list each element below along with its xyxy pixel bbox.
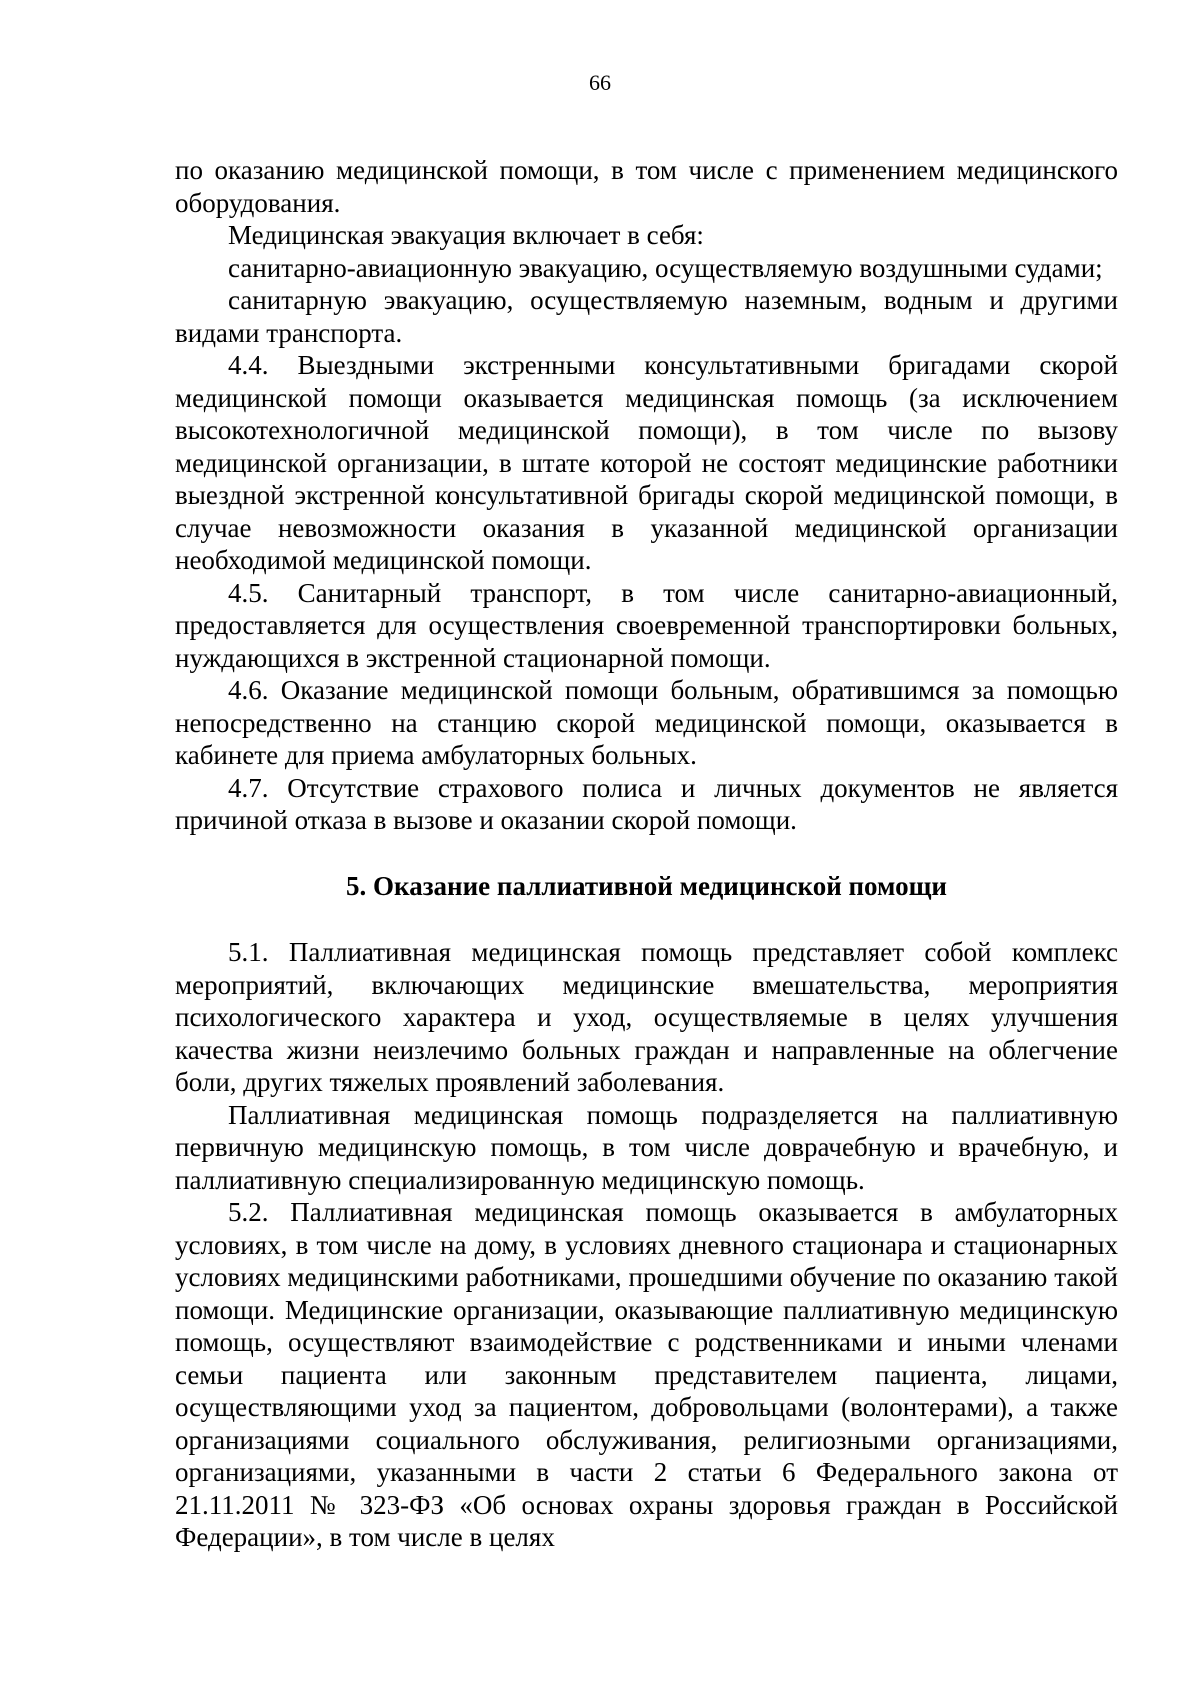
paragraph-5-2: 5.2. Паллиативная медицинская помощь оказывается в амбулаторных условиях, в том числе на дому, в условиях дневного стационара и стационарных условиях медицинскими работниками, прошедшими обучение по оказанию такой помощи. Медицинские организации, оказывающие паллиативную медицинскую помощь, осуществляют взаимодействие с родственниками и иными членами семьи пациента или законным представителем пациента, лицами, осуществляющими уход за пациентом, добровольцами (волонтерами), а также организациями социального обслуживания, религиозными организациями, организациями, указанными в части 2 статьи 6 Федерального закона от 21.11.2011 № 323-ФЗ «Об основах охраны здоровья граждан в Российской Федерации», в том числе в целях [175, 1197, 1118, 1552]
paragraph-5-1: 5.1. Паллиативная медицинская помощь представляет собой комплекс мероприятий, включающих медицинские вмешательства, мероприятия психологического характера и уход, осуществляемые в целях улучшения качества жизни неизлечимо больных граждан и направленные на облегчение боли, других тяжелых проявлений заболевания. [175, 937, 1118, 1097]
paragraph-5-1-continued: Паллиативная медицинская помощь подразделяется на паллиативную первичную медицинскую помощь, в том числе доврачебную и врачебную, и паллиативную специализированную медицинскую помощь. [175, 1099, 1118, 1195]
document-body [175, 154, 1118, 1554]
paragraph-4-5: 4.5. Санитарный транспорт, в том числе санитарно-авиационный, предоставляется для осуществления своевременной транспортировки больных, нуждающихся в экстренной стационарной помощи. [175, 577, 1118, 673]
paragraph-4-6: 4.6. Оказание медицинской помощи больным, обратившимся за помощью непосредственно на станцию скорой медицинской помощи, оказывается в кабинете для приема амбулаторных больных. [175, 675, 1118, 770]
paragraph-4-7: 4.7. Отсутствие страхового полиса и личных документов не является причиной отказа в вызове и оказании скорой помощи. [175, 772, 1118, 835]
paragraph-evacuation-intro: Медицинская эвакуация включает в себя: [228, 220, 704, 250]
paragraph-air-evacuation: санитарно-авиационную эвакуацию, осуществляемую воздушными судами; [228, 252, 1103, 283]
page-number: 66 [589, 70, 611, 95]
section-5-heading: 5. Оказание паллиативной медицинской помощи [346, 870, 947, 901]
paragraph-ground-evacuation: санитарную эвакуацию, осуществляемую наземным, водным и другими видами транспорта. [175, 285, 1118, 348]
paragraph-continuation: по оказанию медицинской помощи, в том числе с применением медицинского оборудования. [175, 155, 1118, 218]
paragraph-4-4: 4.4. Выездными экстренными консультативными бригадами скорой медицинской помощи оказывается медицинская помощь (за исключением высокотехнологичной медицинской помощи), в том числе по вызову медицинской организации, в штате которой не состоят медицинские работники выездной экстренной консультативной бригады скорой медицинской помощи, в случае невозможности оказания в указанной медицинской организации необходимой медицинской помощи. [175, 350, 1118, 575]
